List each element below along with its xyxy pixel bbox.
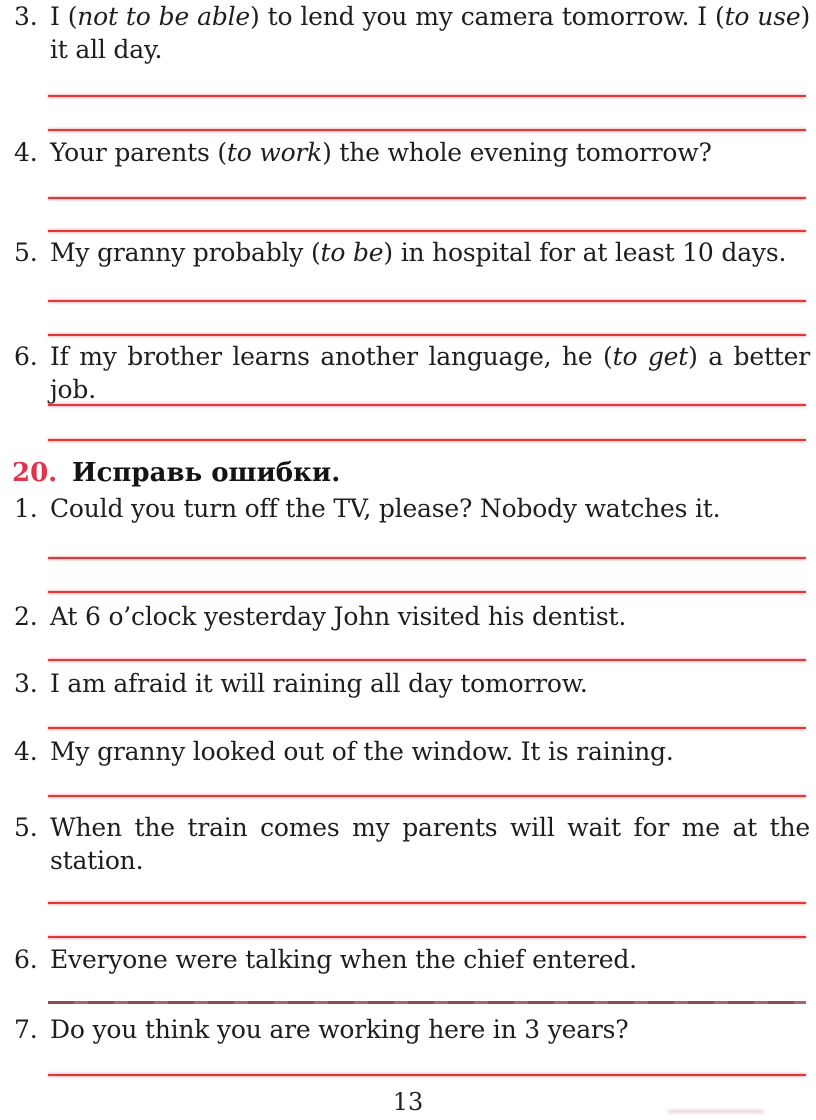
item-text: Your parents (to work) the whole evening tomorrow?: [50, 138, 712, 167]
answer-line: [48, 404, 806, 406]
fill-in-item-3: [14, 0, 810, 66]
answer-line: [48, 591, 806, 593]
item-text: My granny looked out of the window. It is raining.: [50, 737, 674, 766]
item-text: When the train comes my parents will wait for me at the station.: [50, 813, 810, 875]
answer-line: [48, 129, 806, 131]
exercise-number: 20.: [12, 458, 58, 488]
correct-item-1: [14, 492, 810, 525]
fill-in-item-4: [14, 136, 810, 169]
answer-line: [48, 795, 806, 797]
answer-line: [48, 659, 806, 661]
answer-line: [48, 557, 806, 559]
item-text: My granny probably (to be) in hospital for at least 10 days.: [50, 238, 787, 267]
answer-line: [48, 727, 806, 729]
item-number: 6.: [14, 945, 38, 974]
answer-line: [48, 936, 806, 938]
item-number: 7.: [14, 1015, 38, 1044]
bleed-through-mark: [668, 1110, 764, 1113]
correct-item-2: [14, 600, 810, 633]
fill-in-item-6: [14, 340, 810, 406]
item-number: 5.: [14, 238, 38, 267]
item-number: 6.: [14, 342, 38, 371]
answer-line: [48, 95, 806, 97]
exercise-title: Исправь ошибки.: [72, 458, 341, 488]
item-number: 3.: [14, 2, 38, 31]
answer-line: [48, 1001, 806, 1004]
exercise-20-heading: [12, 457, 340, 489]
correct-item-3: [14, 667, 810, 700]
answer-line: [48, 334, 806, 336]
item-number: 1.: [14, 494, 38, 523]
item-number: 3.: [14, 669, 38, 698]
page-number: 13: [392, 1088, 424, 1116]
item-text: Everyone were talking when the chief entered.: [50, 945, 637, 974]
item-text: I (not to be able) to lend you my camera tomorrow. I (to use) it all day.: [50, 2, 810, 64]
item-text: If my brother learns another language, he (to get) a better job.: [50, 342, 810, 404]
item-number: 5.: [14, 813, 38, 842]
item-text: Do you think you are working here in 3 years?: [50, 1015, 629, 1044]
item-text: I am afraid it will raining all day tomorrow.: [50, 669, 588, 698]
correct-item-4: [14, 735, 810, 768]
item-number: 4.: [14, 737, 38, 766]
item-text: At 6 o’clock yesterday John visited his dentist.: [50, 602, 627, 631]
item-number: 4.: [14, 138, 38, 167]
correct-item-7: [14, 1013, 810, 1046]
correct-item-5: [14, 811, 810, 877]
fill-in-item-5: [14, 236, 810, 269]
answer-line: [48, 1074, 806, 1076]
answer-line: [48, 300, 806, 302]
item-number: 2.: [14, 602, 38, 631]
item-text: Could you turn off the TV, please? Nobody watches it.: [50, 494, 721, 523]
correct-item-6: [14, 943, 810, 976]
answer-line: [48, 439, 806, 441]
answer-line: [48, 230, 806, 232]
answer-line: [48, 902, 806, 904]
answer-line: [48, 197, 806, 199]
